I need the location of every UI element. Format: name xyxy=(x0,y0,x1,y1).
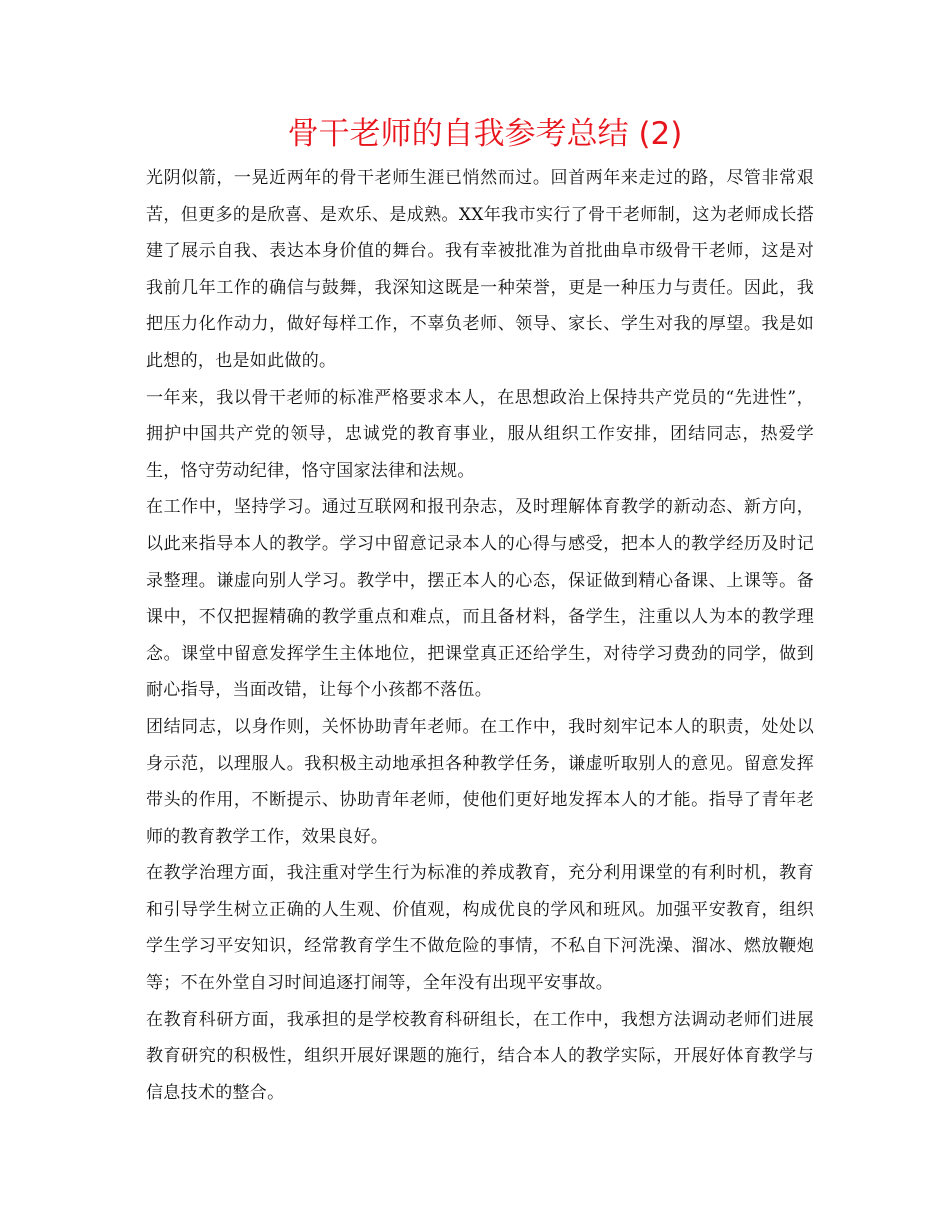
paragraph-study: 在工作中，坚持学习。通过互联网和报刊杂志，及时理解体育教学的新动态、新方向，以此来指导本人的教学。学习中留意记录本人的心得与感受，把本人的教学经历及时记录整理。谦虚向别人学习。教学中，摆正本人的心态，保证做到精心备课、上课等。备课中，不仅把握精确的教学重点和难点，而且备材料，备学生，注重以人为本的教学理念。课堂中留意发挥学生主体地位，把课堂真正还给学生，对待学习费劲的同学，做到耐心指导，当面改错，让每个小孩都不落伍。 xyxy=(146,497,814,701)
paragraph-intro: 光阴似箭，一晃近两年的骨干老师生涯已悄然而过。回首两年来走过的路，尽管非常艰苦，但更多的是欣喜、是欢乐、是成熟。XX年我市实行了骨干老师制，这为老师成长搭建了展示自我、表达本身价值的舞台。我有幸被批准为首批曲阜市级骨干老师，这是对我前几年工作的确信与鼓舞，我深知这既是一种荣誉，更是一种压力与责任。因此，我把压力化作动力，做好每样工作，不辜负老师、领导、家长、学生对我的厚望。我是如此想的，也是如此做的。 xyxy=(146,168,814,371)
paragraph-politics: 一年来，我以骨干老师的标准严格要求本人，在思想政治上保持共产党员的“先进性”，拥护中国共产党的领导，忠诚党的教育事业，服从组织工作安排，团结同志，热爱学生，恪守劳动纪律，恪守国家法律和法规。 xyxy=(146,387,814,481)
paragraph-management: 在教学治理方面，我注重对学生行为标准的养成教育，充分利用课堂的有利时机，教育和引导学生树立正确的人生观、价值观，构成优良的学风和班风。加强平安教育，组织学生学习平安知识，经常教育学生不做危险的事情，不私自下河洗澡、溜冰、燃放鞭炮等；不在外堂自习时间追逐打闹等，全年没有出现平安事故。 xyxy=(146,863,814,994)
paragraph-research: 在教育科研方面，我承担的是学校教育科研组长，在工作中，我想方法调动老师们进展教育研究的积极性，组织开展好课题的施行，结合本人的教学实际，开展好体育教学与信息技术的整合。 xyxy=(146,1009,814,1103)
document-title: 骨干老师的自我参考总结 (2) xyxy=(287,116,683,152)
paragraph-colleagues: 团结同志，以身作则，关怀协助青年老师。在工作中，我时刻牢记本人的职责，处处以身示范，以理服人。我积极主动地承担各种教学任务，谦虚听取别人的意见。留意发挥带头的作用，不断提示、协助青年老师，使他们更好地发挥本人的才能。指导了青年老师的教育教学工作，效果良好。 xyxy=(146,716,814,847)
document-body xyxy=(146,160,814,1111)
